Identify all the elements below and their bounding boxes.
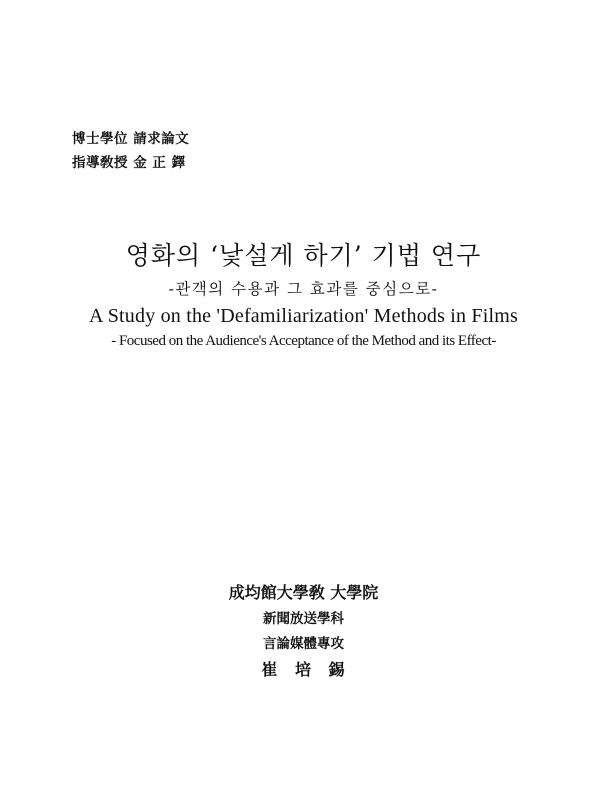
english-title: A Study on the 'Defamiliarization' Methods in Films [88,305,519,327]
korean-subtitle: -관객의 수용과 그 효과를 중심으로- [168,280,439,298]
university-name: 成均館大學敎 大學院 [228,583,379,602]
degree-line: 博士學位 請求論文 [72,131,190,147]
author-name: 崔 培 錫 [261,660,346,679]
major-name: 言論媒體專攻 [263,636,344,652]
english-subtitle: - Focused on the Audience's Acceptance of the Method and its Effect- [111,333,496,349]
korean-title: 영화의 ‘낯설게 하기’ 기법 연구 [125,241,482,270]
advisor-line: 指導敎授 金 正 鐸 [72,155,186,171]
department-name: 新聞放送學科 [263,611,344,627]
